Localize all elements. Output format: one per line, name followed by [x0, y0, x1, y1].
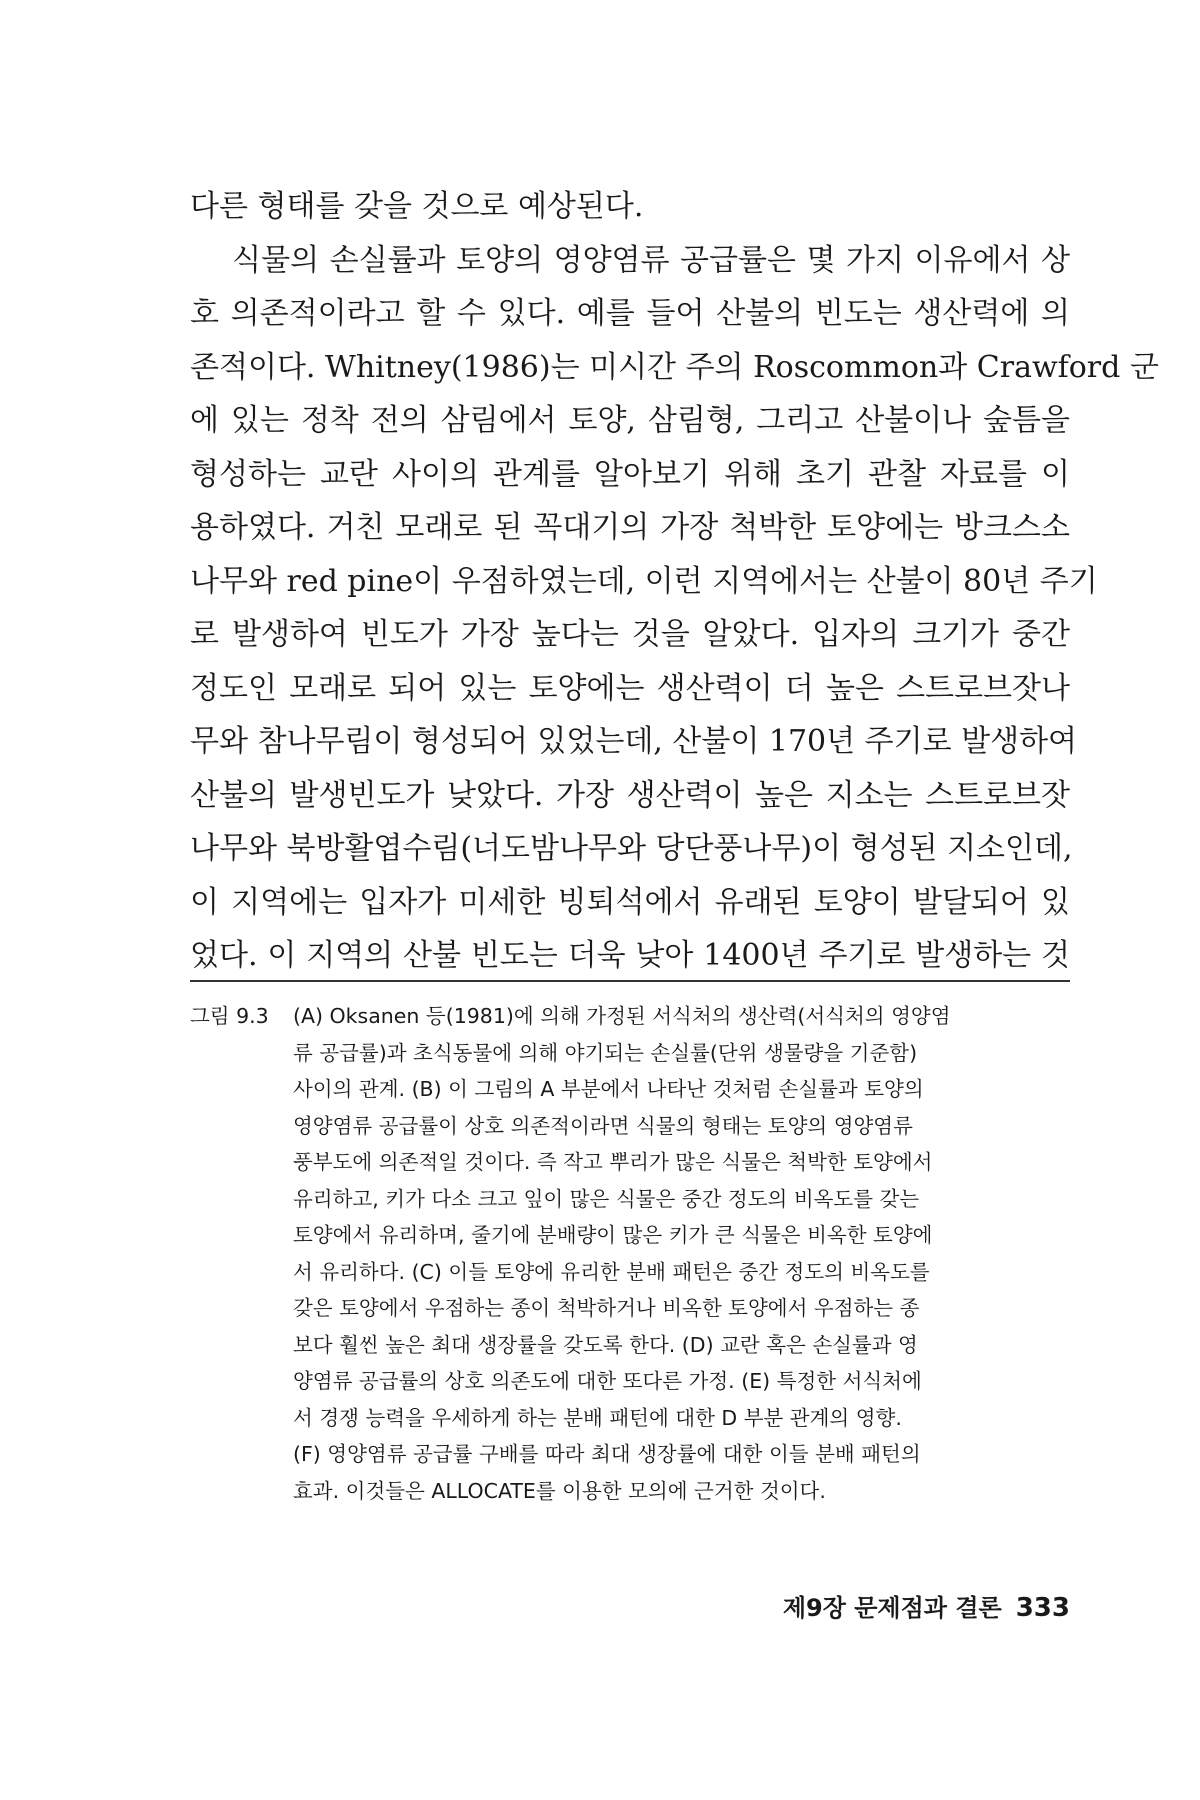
caption-line: 사이의 관계. (B) 이 그림의 A 부분에서 나타난 것처럼 손실률과 토양의 — [293, 1077, 924, 1101]
caption-line: 풍부도에 의존적일 것이다. 즉 작고 뿌리가 많은 식물은 척박한 토양에서 — [293, 1150, 933, 1174]
body-line: 에 있는 정착 전의 삼림에서 토양, 삼림형, 그리고 산불이나 숲틈을 — [190, 403, 1070, 438]
body-line: 식물의 손실률과 토양의 영양염류 공급률은 몇 가지 이유에서 상 — [190, 242, 1070, 278]
caption-line: (A) Oksanen 등(1981)에 의해 가정된 서식처의 생산력(서식처의 영양염 — [293, 1004, 951, 1028]
caption-line: 보다 훨씬 높은 최대 생장률을 갖도록 한다. (D) 교란 혹은 손실률과 영 — [293, 1332, 918, 1357]
body-line: 었다. 이 지역의 산불 빈도는 더욱 낮아 1400년 주기로 발생하는 것 — [190, 938, 1070, 973]
caption-line: 류 공급률)과 초식동물에 의해 야기되는 손실률(단위 생물량을 기준함) — [293, 1040, 918, 1065]
body-line: 나무와 북방활엽수림(너도밤나무와 당단풍나무)이 형성된 지소인데, — [190, 831, 1073, 866]
body-line: 이 지역에는 입자가 미세한 빙퇴석에서 유래된 토양이 발달되어 있 — [190, 884, 1070, 920]
caption-line: 양염류 공급률의 상호 의존도에 대한 또다른 가정. (E) 특정한 서식처에 — [293, 1369, 922, 1393]
body-line: 존적이다. Whitney(1986)는 미시간 주의 Roscommon과 Crawford 군 — [190, 349, 1159, 385]
caption-line: 갖은 토양에서 우점하는 종이 척박하거나 비옥한 토양에서 우점하는 종 — [293, 1296, 920, 1320]
body-line: 나무와 red pine이 우점하였는데, 이런 지역에서는 산불이 80년 주기 — [190, 563, 1098, 599]
body-line: 다른 형태를 갖을 것으로 예상된다. — [190, 189, 644, 224]
body-line: 형성하는 교란 사이의 관계를 알아보기 위해 초기 관찰 자료를 이 — [190, 456, 1070, 492]
body-line: 용하였다. 거친 모래로 된 꼭대기의 가장 척박한 토양에는 방크스소 — [190, 510, 1070, 545]
caption-line: 영양염류 공급률이 상호 의존적이라면 식물의 형태는 토양의 영양염류 — [293, 1113, 913, 1138]
body-line: 호 의존적이라고 할 수 있다. 예를 들어 산불의 빈도는 생산력에 의 — [190, 296, 1070, 331]
caption-divider — [190, 980, 1070, 982]
caption-line: 토양에서 유리하며, 줄기에 분배량이 많은 키가 큰 식물은 비옥한 토양에 — [293, 1223, 933, 1247]
caption-line: (F) 영양염류 공급률 구배를 따라 최대 생장률에 대한 이들 분배 패턴의 — [293, 1442, 921, 1466]
caption-line: 효과. 이것들은 ALLOCATE를 이용한 모의에 근거한 것이다. — [293, 1478, 826, 1503]
chapter-title: 제9장 문제점과 결론 — [782, 1594, 1002, 1622]
caption-line: 유리하고, 키가 다소 크고 잎이 많은 식물은 중간 정도의 비옥도를 갖는 — [293, 1186, 920, 1211]
body-text — [190, 180, 1159, 983]
page-footer — [783, 1588, 1070, 1623]
page-number: 333 — [1015, 1593, 1070, 1623]
caption-line: 서 경쟁 능력을 우세하게 하는 분배 패턴에 대한 D 부분 관계의 영향. — [293, 1405, 902, 1430]
body-line: 산불의 발생빈도가 낮았다. 가장 생산력이 높은 지소는 스트로브잣 — [190, 777, 1070, 813]
body-line: 정도인 모래로 되어 있는 토양에는 생산력이 더 높은 스트로브잣나 — [190, 670, 1070, 706]
caption-text — [293, 998, 1070, 1509]
caption-label: 그림 9.3 — [190, 1004, 269, 1028]
body-line: 로 발생하여 빈도가 가장 높다는 것을 알았다. 입자의 크기가 중간 — [190, 617, 1070, 652]
caption-line: 서 유리하다. (C) 이들 토양에 유리한 분배 패턴은 중간 정도의 비옥도를 — [293, 1259, 930, 1284]
body-line: 무와 참나무림이 형성되어 있었는데, 산불이 170년 주기로 발생하여 — [190, 724, 1078, 759]
